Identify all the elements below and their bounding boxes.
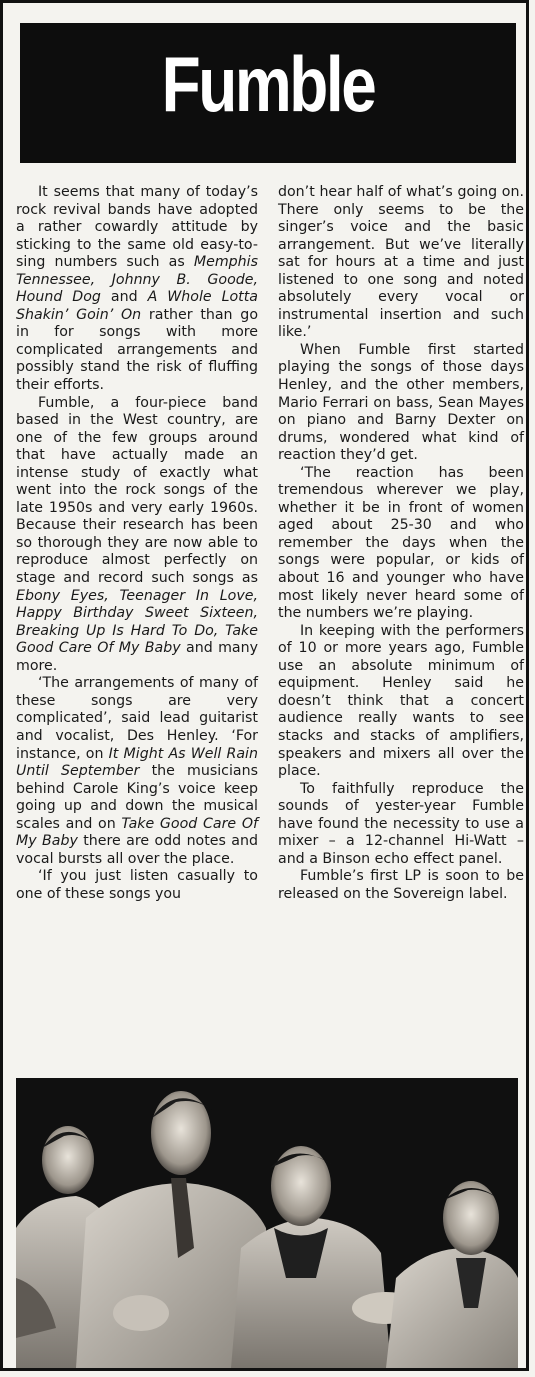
article-paragraph <box>278 623 524 781</box>
paragraph-text: the musicians behind Carole King’s voice keep going up and down the musical scales and on <box>16 763 258 832</box>
paragraph-text: rather than go in for songs with more complicated arrangements and possibly stand the risk of fluffing their efforts. <box>16 306 258 394</box>
article-column-left <box>16 184 258 903</box>
paragraph-text: Fumble’s first LP is soon to be released on the Sovereign label. <box>278 868 524 902</box>
paragraph-text: ‘The reaction has been tremendous wherever we play, whether it be in front of women aged about 25-30 and who remember the days when the songs were popular, or kids of about 16 and younger who have most likely never heard some of the numbers we’re playing. <box>278 464 524 622</box>
article-title: Fumble <box>161 40 375 128</box>
song-title: Take Good Care Of My Baby <box>16 815 258 850</box>
paragraph-text: don’t hear half of what’s going on. There only seems to be the singer’s voice and the basic arrangement. But we’ve literally sat for hours at a time and just listened to one song and noted absolutely every vocal or instrumental insertion and such like.’ <box>278 184 524 341</box>
song-title: A Whole Lotta Shakin’ Goin’ On <box>16 289 258 323</box>
article-paragraph <box>278 465 524 623</box>
article-paragraph <box>16 184 258 395</box>
article-paragraph <box>16 675 258 868</box>
article-paragraph <box>16 868 258 903</box>
article-paragraph <box>16 395 258 676</box>
paragraph-text: Fumble, a four-piece band based in the West country, are one of the few groups around that have actually made an intense study of exactly what went into the rock songs of the late 1950s and very early 1960s. Because their research has been so thorough they are now able to reproduce almost perfectly on stage and record such songs as <box>16 394 258 587</box>
paragraph-text: and many more. <box>16 640 258 674</box>
paragraph-text: ‘The arrangements of many of these songs are very complicated’, said lead guitarist and vocalist, Des Henley. ‘For instance, on <box>16 675 258 762</box>
paragraph-text: and <box>100 289 148 306</box>
paragraph-text: there are odd notes and vocal bursts all over the place. <box>16 833 258 867</box>
article-paragraph <box>278 868 524 903</box>
article-paragraph <box>278 781 524 869</box>
song-title: Memphis Tennessee, Johnny B. Goode, Hound Dog <box>16 254 258 306</box>
title-banner <box>20 23 516 163</box>
song-title: Ebony Eyes, Teenager In Love, Happy Birthday Sweet Sixteen, Breaking Up Is Hard To Do, Take Good Care Of My Baby <box>16 587 258 657</box>
band-photo <box>16 1078 518 1368</box>
article-paragraph <box>278 342 524 465</box>
paragraph-text: In keeping with the performers of 10 or more years ago, Fumble use an absolute minimum of equipment. Henley said he doesn’t think that a concert audience really wants to see stacks and stacks of amplifiers, speakers and mixers all over the place. <box>278 622 524 780</box>
article-paragraph <box>278 184 524 342</box>
paragraph-text: When Fumble first started playing the songs of those days Henley, and the other members, Mario Ferrari on bass, Sean Mayes on piano and Barny Dexter on drums, wondered what kind of reaction they’d get. <box>278 341 524 464</box>
paragraph-text: ‘If you just listen casually to one of these songs you <box>16 868 258 902</box>
paragraph-text: It seems that many of today’s rock revival bands have adopted a rather cowardly attitude by sticking to the same old easy-to-sing numbers such as <box>16 184 258 271</box>
band-photo-image <box>16 1078 518 1368</box>
paragraph-text: To faithfully reproduce the sounds of yester-year Fumble have found the necessity to use a mixer – a 12-channel Hi-Watt – and a Binson echo effect panel. <box>278 780 524 867</box>
article-column-right <box>278 184 524 903</box>
song-title: It Might As Well Rain Until September <box>16 745 258 780</box>
